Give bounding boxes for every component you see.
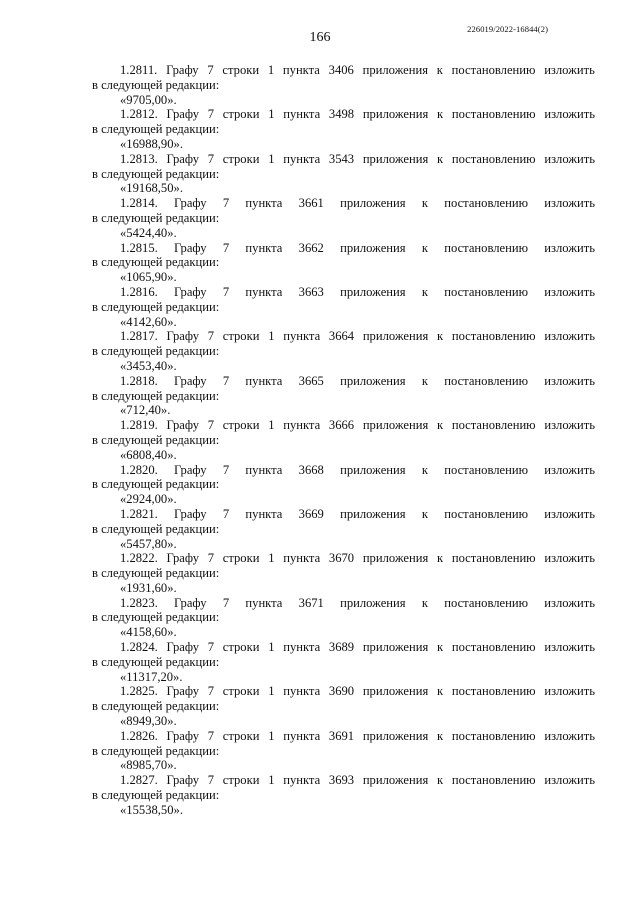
amendment-value: «11317,20».	[120, 669, 183, 684]
amendment-word: приложения	[362, 418, 429, 433]
amendment-word: 1	[268, 728, 275, 743]
amendment-word: постановлению	[444, 506, 528, 521]
amendment-word: пункта	[283, 551, 321, 566]
amendment-value: «712,40».	[120, 403, 171, 418]
amendment-word: приложения	[362, 551, 429, 566]
amendment-word: приложения	[362, 63, 429, 77]
amendment-second-line: в следующей редакции:	[92, 388, 220, 403]
amendment-item	[92, 684, 595, 728]
amendment-word: 3689	[328, 640, 355, 655]
amendment-word: приложения	[362, 329, 429, 344]
amendment-word: строки	[222, 551, 260, 566]
amendment-word: 1	[268, 418, 275, 433]
amendment-word: постановлению	[451, 640, 536, 655]
amendment-word: изложить	[544, 107, 595, 122]
amendment-word: приложения	[362, 773, 429, 788]
amendment-word: постановлению	[444, 373, 528, 388]
amendment-word: приложения	[362, 107, 429, 122]
amendment-word: приложения	[340, 284, 406, 299]
amendment-item	[92, 463, 595, 507]
amendment-word: 1.2812.	[120, 107, 158, 122]
amendment-word: строки	[222, 640, 260, 655]
amendment-word: приложения	[362, 151, 429, 166]
amendment-word: к	[421, 240, 428, 255]
amendment-first-line	[92, 684, 595, 699]
amendment-word: к	[421, 284, 428, 299]
amendment-value: «8985,70».	[120, 758, 177, 773]
amendment-word: постановлению	[451, 151, 536, 166]
amendment-second-line: в следующей редакции:	[92, 566, 220, 581]
amendment-word: Графу	[166, 684, 200, 699]
amendment-word: Графу	[174, 196, 207, 211]
amendment-second-line: в следующей редакции:	[92, 432, 220, 447]
amendment-word: 1.2820.	[120, 462, 158, 477]
amendment-word: Графу	[174, 240, 207, 255]
amendment-word: 3693	[328, 773, 355, 788]
amendment-word: 3691	[328, 728, 355, 743]
amendment-value: «3453,40».	[120, 358, 177, 373]
amendment-word: 7	[207, 773, 215, 788]
amendment-first-line	[92, 107, 595, 122]
amendment-word: к	[421, 196, 428, 211]
amendment-word: строки	[222, 728, 260, 743]
amendment-word: 7	[207, 107, 215, 122]
amendment-word: 7	[222, 240, 230, 255]
amendment-first-line	[92, 374, 595, 389]
amendment-word: приложения	[362, 640, 429, 655]
amendment-second-line: в следующей редакции:	[92, 255, 220, 270]
amendment-word: к	[436, 63, 443, 77]
amendment-word: постановлению	[444, 595, 528, 610]
amendment-word: 7	[207, 151, 215, 166]
amendment-second-line: в следующей редакции:	[92, 654, 220, 669]
amendment-word: Графу	[166, 329, 200, 344]
amendment-first-line	[92, 551, 595, 566]
amendment-word: приложения	[362, 728, 429, 743]
amendment-word: 7	[207, 684, 215, 699]
amendment-second-line: в следующей редакции:	[92, 344, 220, 359]
amendment-value: «4158,60».	[120, 625, 177, 640]
amendment-word: изложить	[544, 595, 595, 610]
amendment-first-line	[92, 329, 595, 344]
amendment-word: 1.2818.	[120, 373, 158, 388]
amendment-word: 1.2824.	[120, 640, 158, 655]
amendment-word: 3662	[298, 240, 324, 255]
amendment-word: 3543	[328, 151, 355, 166]
amendment-word: строки	[222, 63, 260, 77]
amendment-item	[92, 596, 595, 640]
amendment-word: изложить	[544, 329, 595, 344]
amendment-word: изложить	[544, 63, 595, 77]
amendment-item	[92, 729, 595, 773]
amendment-word: изложить	[544, 773, 595, 788]
amendment-word: приложения	[362, 684, 429, 699]
amendment-word: изложить	[544, 462, 595, 477]
amendment-second-line: в следующей редакции:	[92, 477, 220, 492]
amendment-word: к	[436, 107, 444, 122]
amendment-word: 3668	[298, 462, 324, 477]
amendment-word: 1.2826.	[120, 728, 158, 743]
amendment-word: 3663	[298, 284, 324, 299]
amendment-word: пункта	[283, 418, 321, 433]
amendment-word: 3669	[298, 506, 324, 521]
amendment-word: строки	[222, 773, 260, 788]
amendment-word: строки	[222, 418, 260, 433]
amendment-word: 7	[222, 462, 230, 477]
amendment-value: «15538,50».	[120, 802, 183, 817]
amendment-first-line	[92, 773, 595, 788]
amendment-value: «9705,00».	[120, 92, 177, 107]
amendment-word: изложить	[544, 684, 595, 699]
amendment-first-line	[92, 63, 595, 78]
amendment-word: постановлению	[451, 329, 536, 344]
amendment-word: 1.2819.	[120, 418, 158, 433]
amendment-value: «1065,90».	[120, 270, 177, 285]
amendment-word: 1.2815.	[120, 240, 158, 255]
amendment-word: пункта	[245, 506, 283, 521]
amendment-word: постановлению	[444, 196, 528, 211]
amendment-item	[92, 241, 595, 285]
amendment-word: пункта	[283, 107, 321, 122]
amendment-word: 1.2825.	[120, 684, 158, 699]
amendment-second-line: в следующей редакции:	[92, 610, 220, 625]
amendment-word: приложения	[340, 240, 406, 255]
amendment-word: 3690	[328, 684, 355, 699]
amendment-word: постановлению	[451, 551, 536, 566]
amendment-word: Графу	[174, 506, 207, 521]
amendment-word: Графу	[166, 773, 200, 788]
amendment-value: «19168,50».	[120, 181, 183, 196]
amendment-value: «4142,60».	[120, 314, 177, 329]
amendment-word: приложения	[340, 462, 406, 477]
amendment-word: 1.2827.	[120, 773, 158, 788]
amendment-word: 1.2816.	[120, 284, 158, 299]
amendment-word: изложить	[544, 151, 595, 166]
amendment-word: 1.2813.	[120, 151, 158, 166]
amendment-word: 1.2814.	[120, 196, 158, 211]
amendment-word: 7	[222, 284, 230, 299]
amendment-word: Графу	[174, 373, 207, 388]
amendment-word: строки	[222, 684, 260, 699]
amendment-first-line	[92, 463, 595, 478]
amendment-word: изложить	[544, 240, 595, 255]
amendment-word: Графу	[166, 551, 200, 566]
amendment-word: к	[421, 373, 428, 388]
amendment-word: к	[436, 151, 444, 166]
amendment-word: 7	[207, 640, 215, 655]
amendment-word: 7	[207, 418, 215, 433]
amendment-word: 7	[207, 63, 214, 77]
amendment-word: 1	[268, 684, 275, 699]
amendment-word: постановлению	[451, 773, 536, 788]
amendment-word: 3665	[298, 373, 324, 388]
amendment-word: пункта	[283, 329, 321, 344]
amendment-word: Графу	[166, 107, 200, 122]
amendment-word: Графу	[174, 284, 207, 299]
amendment-word: 7	[207, 329, 215, 344]
amendment-item	[92, 507, 595, 551]
amendment-item	[92, 63, 595, 107]
amendment-word: Графу	[166, 418, 200, 433]
amendment-word: 7	[222, 196, 230, 211]
amendment-second-line: в следующей редакции:	[92, 166, 220, 181]
amendment-word: постановлению	[444, 240, 528, 255]
document-number: 226019/2022-16844(2)	[467, 24, 548, 34]
amendment-word: 1	[267, 63, 275, 77]
amendment-word: изложить	[544, 418, 595, 433]
amendment-word: изложить	[544, 640, 595, 655]
amendment-word: 1	[268, 551, 275, 566]
amendment-value: «5424,40».	[120, 225, 177, 240]
amendment-word: 3498	[328, 107, 355, 122]
amendment-word: строки	[222, 329, 260, 344]
amendment-word: пункта	[245, 240, 283, 255]
amendment-second-line: в следующей редакции:	[92, 743, 220, 758]
amendment-word: пункта	[245, 462, 283, 477]
amendment-word: Графу	[166, 63, 199, 77]
amendment-word: Графу	[174, 462, 207, 477]
amendment-word: пункта	[245, 284, 283, 299]
amendment-word: постановлению	[451, 107, 536, 122]
amendment-word: Графу	[166, 151, 200, 166]
amendment-value: «16988,90».	[120, 136, 183, 151]
amendment-word: 1.2823.	[120, 595, 158, 610]
amendment-word: пункта	[283, 773, 321, 788]
amendment-word: 1	[268, 151, 275, 166]
amendment-item	[92, 551, 595, 595]
amendment-word: пункта	[283, 728, 321, 743]
amendment-item	[92, 773, 595, 817]
amendment-word: к	[436, 418, 444, 433]
amendment-item	[92, 418, 595, 462]
amendment-first-line	[92, 507, 595, 522]
amendment-word: Графу	[174, 595, 207, 610]
amendment-word: пункта	[245, 373, 283, 388]
amendment-word: приложения	[340, 196, 406, 211]
amendment-second-line: в следующей редакции:	[92, 77, 220, 92]
amendment-word: к	[436, 684, 444, 699]
amendment-second-line: в следующей редакции:	[92, 788, 220, 803]
amendment-word: Графу	[166, 640, 200, 655]
amendment-word: 3671	[298, 595, 324, 610]
amendment-word: постановлению	[451, 728, 536, 743]
amendment-word: пункта	[283, 151, 321, 166]
amendment-item	[92, 196, 595, 240]
page-number: 166	[309, 30, 331, 45]
amendment-word: постановлению	[451, 684, 536, 699]
amendment-word: 3406	[328, 63, 354, 77]
amendment-value: «1931,60».	[120, 580, 177, 595]
amendment-word: изложить	[544, 373, 595, 388]
amendment-word: постановлению	[444, 284, 528, 299]
amendment-value: «5457,80».	[120, 536, 177, 551]
amendment-word: пункта	[283, 640, 321, 655]
amendment-second-line: в следующей редакции:	[92, 210, 220, 225]
amendment-word: изложить	[544, 284, 595, 299]
amendment-word: пункта	[245, 196, 283, 211]
amendment-word: к	[436, 640, 444, 655]
amendment-word: 7	[207, 551, 215, 566]
amendment-word: 3664	[328, 329, 355, 344]
amendment-first-line	[92, 596, 595, 611]
amendment-second-line: в следующей редакции:	[92, 299, 220, 314]
amendment-word: к	[436, 773, 444, 788]
amendment-word: 1.2821.	[120, 506, 158, 521]
amendment-word: 7	[222, 373, 230, 388]
amendment-word: 3670	[328, 551, 355, 566]
amendment-word: пункта	[283, 684, 321, 699]
amendment-item	[92, 107, 595, 151]
amendment-word: приложения	[340, 506, 406, 521]
amendment-word: изложить	[544, 506, 595, 521]
amendment-word: к	[421, 506, 428, 521]
amendment-first-line	[92, 640, 595, 655]
amendment-word: 7	[222, 595, 230, 610]
amendment-item	[92, 329, 595, 373]
amendment-word: пункта	[245, 595, 283, 610]
amendment-word: к	[436, 329, 444, 344]
amendment-word: изложить	[544, 551, 595, 566]
amendment-word: строки	[222, 107, 260, 122]
amendment-word: 1	[268, 329, 275, 344]
amendment-item	[92, 152, 595, 196]
amendment-value: «2924,00».	[120, 492, 177, 507]
amendment-word: пункта	[282, 63, 320, 77]
amendment-second-line: в следующей редакции:	[92, 122, 220, 137]
amendment-first-line	[92, 418, 595, 433]
amendment-list	[92, 63, 595, 818]
amendment-item	[92, 640, 595, 684]
amendment-word: постановлению	[444, 462, 528, 477]
amendment-word: изложить	[544, 728, 595, 743]
amendment-word: 3661	[298, 196, 324, 211]
amendment-word: к	[436, 551, 444, 566]
amendment-first-line	[92, 241, 595, 256]
amendment-first-line	[92, 285, 595, 300]
amendment-word: строки	[222, 151, 260, 166]
amendment-word: постановлению	[451, 418, 536, 433]
amendment-value: «6808,40».	[120, 447, 177, 462]
amendment-word: приложения	[340, 373, 406, 388]
amendment-word: 7	[207, 728, 215, 743]
amendment-word: к	[421, 462, 428, 477]
amendment-word: 1.2817.	[120, 329, 158, 344]
amendment-word: к	[436, 728, 444, 743]
amendment-first-line	[92, 152, 595, 167]
amendment-word: 1	[268, 107, 275, 122]
amendment-word: 1.2811.	[120, 63, 158, 77]
amendment-item	[92, 285, 595, 329]
amendment-second-line: в следующей редакции:	[92, 699, 220, 714]
amendment-item	[92, 374, 595, 418]
amendment-word: 7	[222, 506, 230, 521]
amendment-word: 3666	[328, 418, 355, 433]
amendment-word: постановлению	[451, 63, 536, 77]
amendment-word: 1	[268, 773, 275, 788]
amendment-word: 1	[268, 640, 275, 655]
amendment-value: «8949,30».	[120, 714, 177, 729]
amendment-word: к	[421, 595, 428, 610]
amendment-word: 1.2822.	[120, 551, 158, 566]
amendment-word: изложить	[544, 196, 595, 211]
amendment-word: приложения	[340, 595, 406, 610]
amendment-first-line	[92, 196, 595, 211]
amendment-second-line: в следующей редакции:	[92, 521, 220, 536]
amendment-first-line	[92, 729, 595, 744]
amendment-word: Графу	[166, 728, 200, 743]
